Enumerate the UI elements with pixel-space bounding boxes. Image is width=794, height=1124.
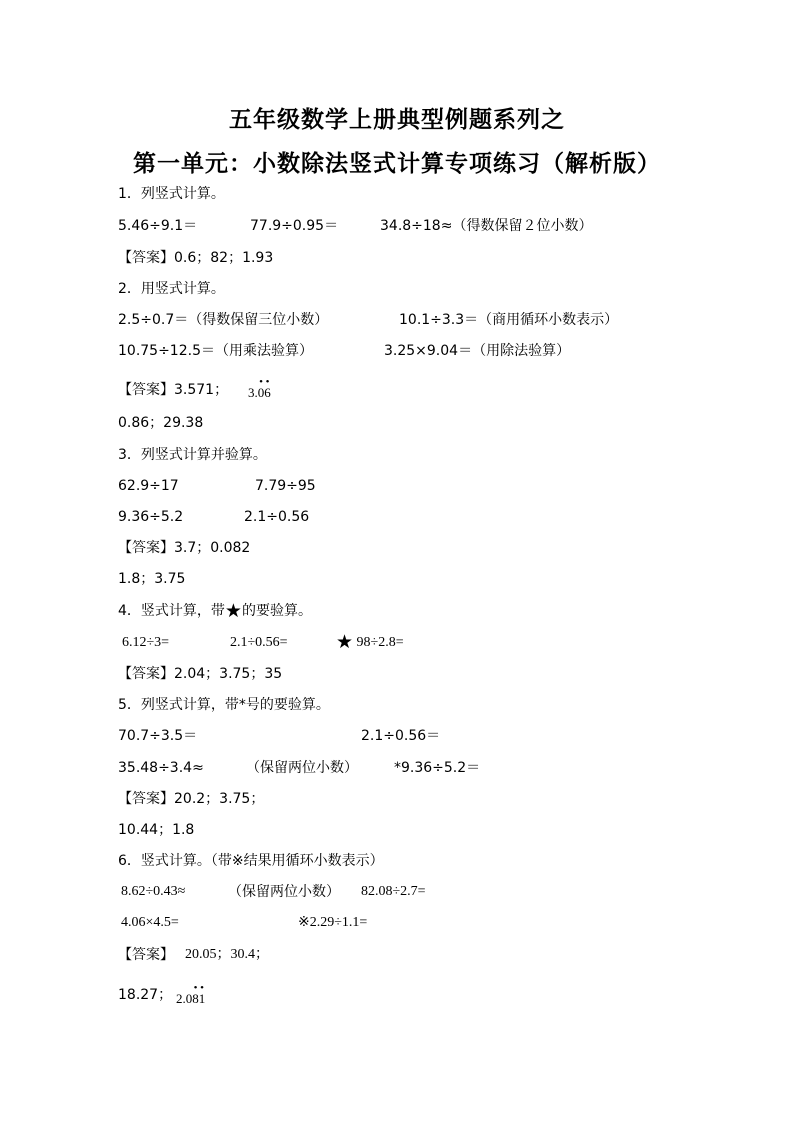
repeat-dot: • [265, 376, 270, 388]
q2-expr-3: 10.75÷12.5＝（用乘法验算） [118, 343, 313, 359]
q4-expr-3: ★ 98÷2.8= [336, 632, 404, 653]
star-icon: ★ [336, 632, 354, 653]
q6-answer-values: 20.05；30.4； [185, 947, 269, 962]
q6-expr-3: 4.06×4.5= [121, 915, 179, 930]
repeat-dot: • [259, 376, 263, 388]
q1-expr-2: 77.9÷0.95＝ [250, 218, 339, 234]
q4-heading-text: 4．竖式计算，带★的要验算。 [118, 600, 312, 622]
q1-expr-3: 34.8÷18≈（得数保留２位小数） [380, 218, 593, 234]
repeating-decimal-3-06: 3.0 • 6 • [248, 376, 271, 400]
q1-expr-1: 5.46÷9.1＝ [118, 218, 198, 234]
repeating-decimal-2-081: 2.08 • 1 • [176, 982, 206, 1006]
q5-expr-3-note: （保留两位小数） [246, 760, 358, 776]
q4-expr-1: 6.12÷3= [122, 635, 170, 650]
page-subtitle: 第一单元：小数除法竖式计算专项练习（解析版） [133, 151, 661, 177]
repeat-dot: • [193, 982, 198, 994]
q5-expr-4: *9.36÷5.2＝ [394, 760, 481, 776]
q2-expr-1: 2.5÷0.7＝（得数保留三位小数） [118, 312, 329, 328]
q5-expr-3: 35.48÷3.4≈ [118, 760, 204, 776]
q6-expr-4: ※2.29÷1.1= [298, 915, 368, 930]
q3-expr-1: 62.9÷17 [118, 478, 179, 494]
q3-expr-3: 9.36÷5.2 [118, 509, 184, 525]
page-title: 五年级数学上册典型例题系列之 [229, 107, 565, 133]
star-icon: ★ [224, 600, 242, 622]
q4-expr-2: 2.1÷0.56= [230, 635, 288, 650]
q5-expr-1: 70.7÷3.5＝ [118, 728, 198, 744]
worksheet-page: 五年级数学上册典型例题系列之 第一单元：小数除法竖式计算专项练习（解析版） 1．列竖式计算。 5.46÷9.1＝ 77.9÷0.95＝ 34.8÷18≈（得数保留２位小数） 【答案】0.6；82；1.93 2．用竖式计算。 2.5÷0.7＝（得数保留三位小数） 10.1÷3.3＝（商用循环小数表示） 10.75÷12.5＝（用乘法验算） 3.25×9.04＝（用除法验算） 【答案】3.571； 3.0 • 6 • 0.86；29.38 3．列竖式计算并验算。 62.9÷17 7.79÷95 9.36÷5.2 2.1÷0.56 【答案】3.7；0.082 1.8；3.75 4．竖式计算，带★的要验算。 6.12÷3= 2.1÷0.56= ★ 98÷2.8= 【答案】2.04；3.75；35 5．列竖式计算，带*号的要验算。 70.7÷3.5＝ 2.1÷0.56＝ 35.48÷3.4≈ （保留两位小数） *9.36÷5.2＝ 【答案】20.2；3.75； 10.44；1.8 6．竖式计算。（带※结果用循环小数表示） 8.62÷0.43≈ （保留两位小数） 82.08÷2.7= 4.06×4.5= ※2.29÷1.1= 【答案】 20.05；30.4； 18.27； 2.08 • 1 • [0, 0, 794, 1124]
q6-expr-2: 82.08÷2.7= [361, 884, 426, 899]
q3-expr-2: 7.79÷95 [255, 478, 316, 494]
q2-expr-4: 3.25×9.04＝（用除法验算） [384, 343, 571, 359]
q6-expr-1-note: （保留两位小数） [228, 884, 340, 900]
q2-expr-2: 10.1÷3.3＝（商用循环小数表示） [399, 312, 619, 328]
q6-expr-1: 8.62÷0.43≈ [121, 884, 186, 899]
q3-expr-4: 2.1÷0.56 [244, 509, 310, 525]
repeat-dot: • [200, 982, 204, 994]
q5-expr-2: 2.1÷0.56＝ [361, 728, 441, 744]
